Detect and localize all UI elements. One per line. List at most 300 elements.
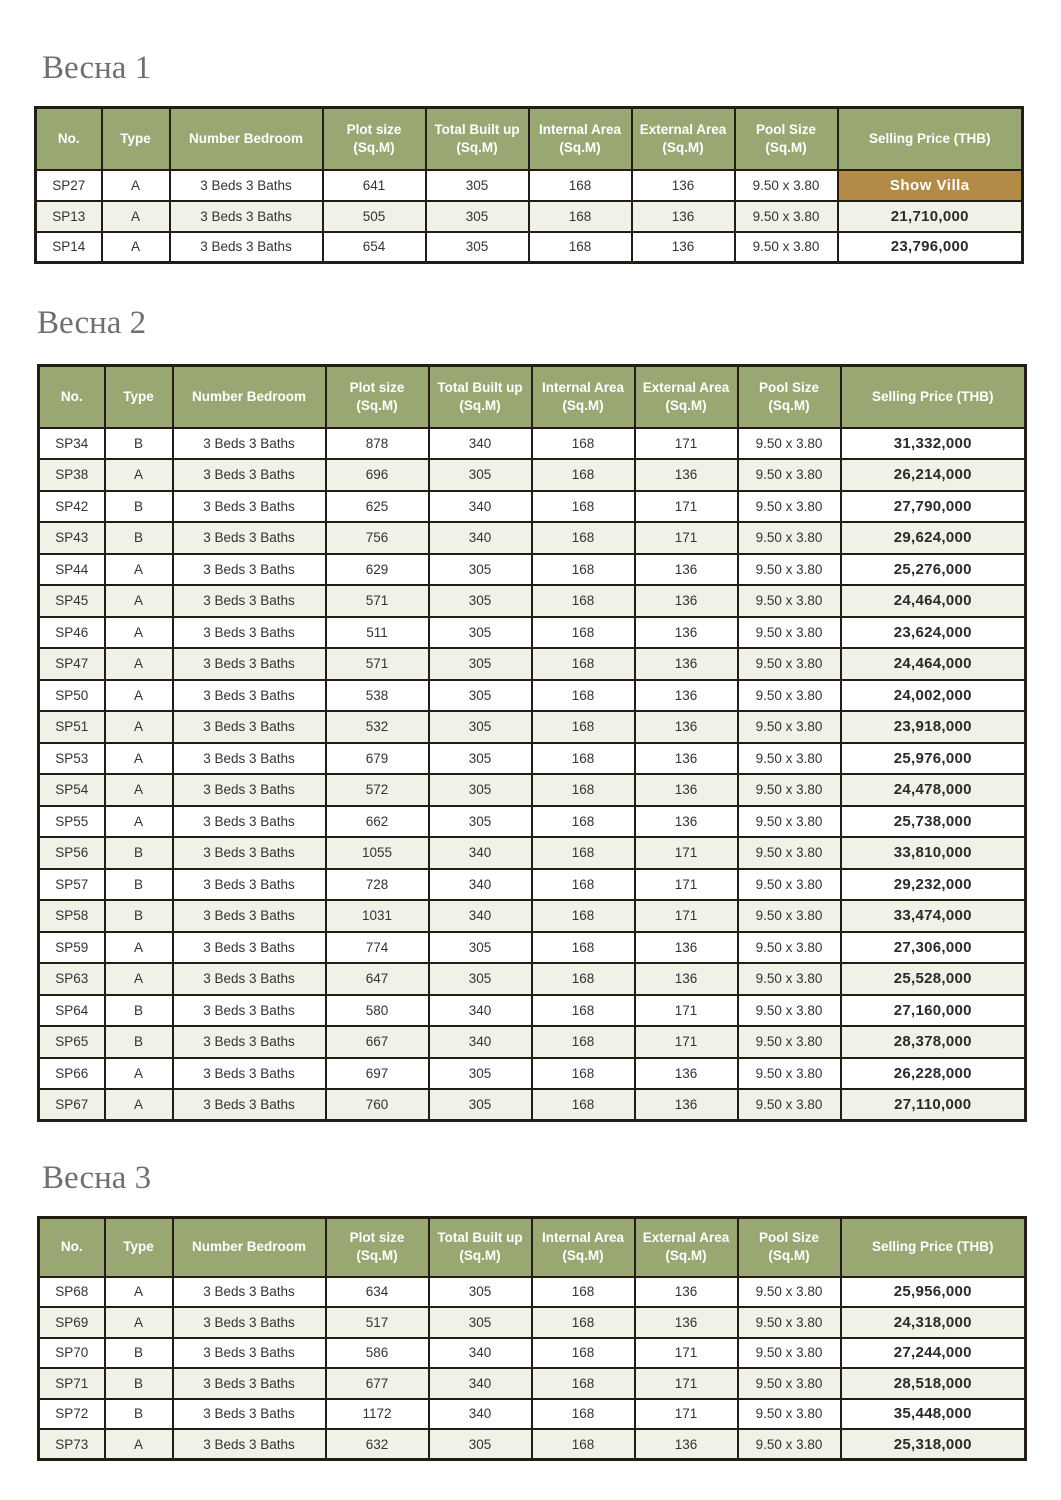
cell-no: SP46 (39, 617, 105, 649)
cell-no: SP47 (39, 648, 105, 680)
cell-total-built-up: 305 (429, 585, 532, 617)
cell-plot-size: 517 (326, 1307, 429, 1338)
cell-selling-price: 31,332,000 (841, 428, 1026, 460)
cell-no: SP59 (39, 932, 105, 964)
column-header-selling-price (841, 1218, 1026, 1277)
cell-plot-size: 511 (326, 617, 429, 649)
column-header-label: No. (57, 130, 80, 146)
header-row (39, 366, 1026, 428)
cell-type: A (105, 711, 173, 743)
table-row (36, 201, 1023, 232)
cell-type: B (105, 1368, 173, 1399)
cell-selling-price: 29,232,000 (841, 869, 1026, 901)
cell-internal-area: 168 (532, 869, 635, 901)
cell-plot-size: 586 (326, 1338, 429, 1369)
cell-selling-price: 26,228,000 (841, 1058, 1026, 1090)
cell-no: SP55 (39, 806, 105, 838)
column-header-total-built-up (429, 1218, 532, 1277)
cell-bedroom: 3 Beds 3 Baths (173, 585, 326, 617)
cell-plot-size: 629 (326, 554, 429, 586)
column-header-unit: (Sq.M) (459, 1248, 501, 1264)
cell-type: A (105, 680, 173, 712)
table-row (39, 1277, 1026, 1308)
cell-pool-size: 9.50 x 3.80 (738, 648, 841, 680)
cell-bedroom: 3 Beds 3 Baths (173, 428, 326, 460)
header-row (36, 108, 1023, 170)
cell-bedroom: 3 Beds 3 Baths (173, 932, 326, 964)
column-header-label: Internal Area (541, 379, 625, 395)
cell-no: SP50 (39, 680, 105, 712)
cell-total-built-up: 305 (429, 774, 532, 806)
cell-type: A (105, 963, 173, 995)
cell-plot-size: 878 (326, 428, 429, 460)
cell-no: SP42 (39, 491, 105, 523)
cell-bedroom: 3 Beds 3 Baths (173, 1277, 326, 1308)
cell-type: A (105, 932, 173, 964)
cell-plot-size: 532 (326, 711, 429, 743)
table-row (39, 585, 1026, 617)
price-table-phase-2 (37, 364, 1027, 1122)
column-header-unit: (Sq.M) (353, 139, 395, 155)
table-row (39, 711, 1026, 743)
cell-external-area: 136 (635, 1429, 738, 1460)
cell-pool-size: 9.50 x 3.80 (735, 232, 838, 263)
cell-external-area: 136 (635, 617, 738, 649)
cell-total-built-up: 340 (429, 522, 532, 554)
cell-bedroom: 3 Beds 3 Baths (173, 1368, 326, 1399)
cell-pool-size: 9.50 x 3.80 (735, 170, 838, 201)
cell-no: SP38 (39, 459, 105, 491)
cell-external-area: 171 (635, 1368, 738, 1399)
cell-bedroom: 3 Beds 3 Baths (173, 963, 326, 995)
column-header-unit: (Sq.M) (562, 1248, 604, 1264)
cell-total-built-up: 340 (429, 1368, 532, 1399)
column-header-type (102, 108, 170, 170)
cell-total-built-up: 305 (429, 932, 532, 964)
column-header-selling-price (841, 366, 1026, 428)
column-header-unit: (Sq.M) (456, 139, 498, 155)
cell-selling-price: 23,624,000 (841, 617, 1026, 649)
cell-total-built-up: 340 (429, 995, 532, 1027)
column-header-label: Pool Size (755, 121, 816, 137)
column-header-label: No. (60, 388, 83, 404)
cell-total-built-up: 305 (429, 554, 532, 586)
cell-type: A (105, 617, 173, 649)
cell-no: SP45 (39, 585, 105, 617)
cell-pool-size: 9.50 x 3.80 (738, 1338, 841, 1369)
cell-pool-size: 9.50 x 3.80 (738, 617, 841, 649)
cell-selling-price: 25,318,000 (841, 1429, 1026, 1460)
cell-bedroom: 3 Beds 3 Baths (173, 1338, 326, 1369)
table-row (39, 1338, 1026, 1369)
cell-selling-price: 33,474,000 (841, 900, 1026, 932)
cell-type: B (105, 522, 173, 554)
cell-total-built-up: 305 (429, 648, 532, 680)
cell-plot-size: 634 (326, 1277, 429, 1308)
cell-selling-price: 27,306,000 (841, 932, 1026, 964)
column-header-unit: (Sq.M) (459, 397, 501, 413)
cell-pool-size: 9.50 x 3.80 (738, 774, 841, 806)
cell-bedroom: 3 Beds 3 Baths (173, 1089, 326, 1121)
cell-bedroom: 3 Beds 3 Baths (173, 491, 326, 523)
column-header-internal-area (532, 1218, 635, 1277)
cell-bedroom: 3 Beds 3 Baths (170, 170, 323, 201)
cell-internal-area: 168 (532, 1429, 635, 1460)
cell-selling-price: 25,528,000 (841, 963, 1026, 995)
cell-type: A (105, 806, 173, 838)
column-header-pool-size (738, 366, 841, 428)
cell-bedroom: 3 Beds 3 Baths (173, 680, 326, 712)
cell-external-area: 136 (632, 201, 735, 232)
column-header-label: External Area (642, 1230, 730, 1246)
table-row (39, 1026, 1026, 1058)
cell-bedroom: 3 Beds 3 Baths (173, 617, 326, 649)
cell-bedroom: 3 Beds 3 Baths (173, 995, 326, 1027)
cell-type: A (105, 1429, 173, 1460)
cell-no: SP73 (39, 1429, 105, 1460)
table-row (39, 963, 1026, 995)
table-row (39, 837, 1026, 869)
cell-type: A (105, 648, 173, 680)
column-header-external-area (635, 366, 738, 428)
cell-external-area: 136 (635, 1277, 738, 1308)
cell-no: SP27 (36, 170, 102, 201)
cell-plot-size: 677 (326, 1368, 429, 1399)
cell-selling-price: 24,464,000 (841, 585, 1026, 617)
cell-pool-size: 9.50 x 3.80 (738, 428, 841, 460)
column-header-label: Total Built up (437, 379, 523, 395)
cell-selling-price: 27,244,000 (841, 1338, 1026, 1369)
cell-external-area: 171 (635, 522, 738, 554)
cell-no: SP68 (39, 1277, 105, 1308)
cell-bedroom: 3 Beds 3 Baths (173, 1429, 326, 1460)
cell-type: A (102, 201, 170, 232)
cell-no: SP67 (39, 1089, 105, 1121)
table-row (39, 1307, 1026, 1338)
cell-internal-area: 168 (532, 837, 635, 869)
table-row (39, 743, 1026, 775)
cell-pool-size: 9.50 x 3.80 (738, 869, 841, 901)
cell-internal-area: 168 (532, 617, 635, 649)
cell-selling-price: 27,790,000 (841, 491, 1026, 523)
column-header-no (39, 366, 105, 428)
cell-plot-size: 697 (326, 1058, 429, 1090)
cell-pool-size: 9.50 x 3.80 (738, 554, 841, 586)
cell-type: B (105, 869, 173, 901)
cell-total-built-up: 305 (429, 1429, 532, 1460)
cell-pool-size: 9.50 x 3.80 (738, 995, 841, 1027)
cell-selling-price: 24,478,000 (841, 774, 1026, 806)
cell-external-area: 136 (635, 806, 738, 838)
cell-selling-price: 27,110,000 (841, 1089, 1026, 1121)
column-header-label: Plot size (346, 121, 402, 137)
table-row (39, 869, 1026, 901)
cell-total-built-up: 305 (429, 1307, 532, 1338)
cell-external-area: 136 (632, 232, 735, 263)
cell-plot-size: 1031 (326, 900, 429, 932)
cell-plot-size: 1055 (326, 837, 429, 869)
column-header-label: Number Bedroom (188, 130, 303, 146)
table-row (39, 995, 1026, 1027)
cell-no: SP51 (39, 711, 105, 743)
cell-external-area: 136 (635, 743, 738, 775)
cell-internal-area: 168 (532, 459, 635, 491)
column-header-plot-size (326, 1218, 429, 1277)
column-header-unit: (Sq.M) (765, 139, 807, 155)
cell-plot-size: 1172 (326, 1399, 429, 1430)
cell-total-built-up: 340 (429, 491, 532, 523)
table-row (39, 554, 1026, 586)
cell-selling-price: 25,956,000 (841, 1277, 1026, 1308)
table-row (36, 232, 1023, 263)
cell-total-built-up: 340 (429, 869, 532, 901)
cell-type: B (105, 1338, 173, 1369)
table-row (39, 900, 1026, 932)
column-header-label: Selling Price (THB) (868, 130, 991, 146)
column-header-unit: (Sq.M) (665, 397, 707, 413)
cell-plot-size: 654 (323, 232, 426, 263)
column-header-label: Number Bedroom (191, 1239, 306, 1255)
cell-external-area: 136 (635, 585, 738, 617)
cell-selling-price: 23,796,000 (838, 232, 1023, 263)
cell-total-built-up: 305 (426, 170, 529, 201)
cell-pool-size: 9.50 x 3.80 (738, 837, 841, 869)
cell-internal-area: 168 (529, 201, 632, 232)
table-row (39, 1368, 1026, 1399)
cell-plot-size: 647 (326, 963, 429, 995)
column-header-label: Total Built up (434, 121, 520, 137)
cell-external-area: 171 (635, 995, 738, 1027)
cell-type: B (105, 995, 173, 1027)
cell-internal-area: 168 (532, 900, 635, 932)
cell-plot-size: 641 (323, 170, 426, 201)
cell-pool-size: 9.50 x 3.80 (738, 585, 841, 617)
cell-external-area: 136 (632, 170, 735, 201)
column-header-unit: (Sq.M) (768, 397, 810, 413)
cell-no: SP34 (39, 428, 105, 460)
cell-total-built-up: 340 (429, 1026, 532, 1058)
cell-selling-price: 28,518,000 (841, 1368, 1026, 1399)
cell-no: SP70 (39, 1338, 105, 1369)
cell-total-built-up: 305 (429, 1277, 532, 1308)
cell-external-area: 136 (635, 648, 738, 680)
cell-pool-size: 9.50 x 3.80 (738, 491, 841, 523)
column-header-external-area (632, 108, 735, 170)
table-row (36, 170, 1023, 201)
cell-internal-area: 168 (532, 1277, 635, 1308)
cell-internal-area: 168 (532, 1338, 635, 1369)
cell-plot-size: 571 (326, 648, 429, 680)
cell-total-built-up: 305 (429, 963, 532, 995)
cell-type: B (105, 900, 173, 932)
show-villa-badge: Show Villa (838, 170, 1023, 201)
cell-selling-price: 25,738,000 (841, 806, 1026, 838)
cell-internal-area: 168 (532, 648, 635, 680)
cell-type: A (102, 170, 170, 201)
cell-internal-area: 168 (529, 170, 632, 201)
cell-type: A (105, 1277, 173, 1308)
cell-external-area: 171 (635, 900, 738, 932)
cell-no: SP54 (39, 774, 105, 806)
column-header-label: Number Bedroom (191, 388, 306, 404)
cell-no: SP72 (39, 1399, 105, 1430)
cell-bedroom: 3 Beds 3 Baths (173, 1058, 326, 1090)
cell-bedroom: 3 Beds 3 Baths (173, 648, 326, 680)
table-row (39, 1089, 1026, 1121)
table-row (39, 648, 1026, 680)
cell-total-built-up: 340 (429, 1399, 532, 1430)
cell-type: B (105, 491, 173, 523)
cell-plot-size: 632 (326, 1429, 429, 1460)
cell-type: A (105, 774, 173, 806)
cell-plot-size: 760 (326, 1089, 429, 1121)
cell-internal-area: 168 (532, 1089, 635, 1121)
cell-type: A (105, 1089, 173, 1121)
column-header-label: Internal Area (541, 1230, 625, 1246)
column-header-plot-size (326, 366, 429, 428)
header-row (39, 1218, 1026, 1277)
cell-bedroom: 3 Beds 3 Baths (173, 711, 326, 743)
table-row (39, 617, 1026, 649)
section-title-phase-3: Весна 3 (42, 1160, 152, 1196)
cell-pool-size: 9.50 x 3.80 (738, 1307, 841, 1338)
cell-external-area: 136 (635, 963, 738, 995)
cell-type: B (105, 837, 173, 869)
cell-selling-price: 26,214,000 (841, 459, 1026, 491)
cell-plot-size: 756 (326, 522, 429, 554)
cell-internal-area: 168 (532, 806, 635, 838)
column-header-external-area (635, 1218, 738, 1277)
cell-type: A (105, 743, 173, 775)
cell-selling-price: 24,318,000 (841, 1307, 1026, 1338)
cell-external-area: 171 (635, 869, 738, 901)
cell-pool-size: 9.50 x 3.80 (738, 806, 841, 838)
cell-selling-price: 24,464,000 (841, 648, 1026, 680)
cell-external-area: 136 (635, 554, 738, 586)
cell-pool-size: 9.50 x 3.80 (738, 932, 841, 964)
cell-bedroom: 3 Beds 3 Baths (173, 743, 326, 775)
column-header-pool-size (738, 1218, 841, 1277)
cell-total-built-up: 305 (426, 232, 529, 263)
cell-pool-size: 9.50 x 3.80 (738, 1399, 841, 1430)
column-header-label: Total Built up (437, 1230, 523, 1246)
column-header-unit: (Sq.M) (356, 397, 398, 413)
cell-plot-size: 679 (326, 743, 429, 775)
cell-plot-size: 505 (323, 201, 426, 232)
price-table-phase-3 (37, 1216, 1027, 1461)
cell-bedroom: 3 Beds 3 Baths (170, 232, 323, 263)
cell-external-area: 136 (635, 774, 738, 806)
cell-external-area: 136 (635, 459, 738, 491)
cell-internal-area: 168 (532, 522, 635, 554)
cell-type: A (105, 1307, 173, 1338)
column-header-bedroom (173, 366, 326, 428)
cell-external-area: 136 (635, 711, 738, 743)
cell-internal-area: 168 (532, 554, 635, 586)
cell-total-built-up: 305 (429, 459, 532, 491)
cell-total-built-up: 305 (429, 680, 532, 712)
cell-plot-size: 538 (326, 680, 429, 712)
cell-total-built-up: 305 (429, 806, 532, 838)
cell-selling-price: 33,810,000 (841, 837, 1026, 869)
cell-no: SP63 (39, 963, 105, 995)
column-header-no (36, 108, 102, 170)
cell-selling-price: 21,710,000 (838, 201, 1023, 232)
cell-no: SP14 (36, 232, 102, 263)
cell-no: SP43 (39, 522, 105, 554)
cell-internal-area: 168 (532, 774, 635, 806)
table-row (39, 1058, 1026, 1090)
cell-external-area: 136 (635, 932, 738, 964)
cell-internal-area: 168 (532, 680, 635, 712)
cell-internal-area: 168 (532, 963, 635, 995)
cell-no: SP58 (39, 900, 105, 932)
cell-internal-area: 168 (532, 995, 635, 1027)
cell-total-built-up: 340 (429, 900, 532, 932)
table-row (39, 522, 1026, 554)
column-header-internal-area (529, 108, 632, 170)
column-header-pool-size (735, 108, 838, 170)
price-table-phase-1 (34, 106, 1024, 264)
column-header-type (105, 1218, 173, 1277)
cell-internal-area: 168 (532, 1058, 635, 1090)
cell-type: A (105, 585, 173, 617)
cell-external-area: 171 (635, 1338, 738, 1369)
cell-no: SP69 (39, 1307, 105, 1338)
cell-internal-area: 168 (532, 711, 635, 743)
cell-bedroom: 3 Beds 3 Baths (173, 1399, 326, 1430)
cell-pool-size: 9.50 x 3.80 (738, 680, 841, 712)
table-row (39, 491, 1026, 523)
cell-external-area: 136 (635, 680, 738, 712)
cell-type: B (105, 1399, 173, 1430)
column-header-label: Type (120, 130, 151, 146)
cell-internal-area: 168 (532, 932, 635, 964)
column-header-total-built-up (426, 108, 529, 170)
cell-external-area: 171 (635, 837, 738, 869)
column-header-label: Internal Area (538, 121, 622, 137)
column-header-no (39, 1218, 105, 1277)
cell-type: B (105, 428, 173, 460)
column-header-label: Plot size (349, 1230, 405, 1246)
cell-external-area: 171 (635, 1399, 738, 1430)
cell-total-built-up: 305 (429, 711, 532, 743)
column-header-label: External Area (639, 121, 727, 137)
table-row (39, 774, 1026, 806)
cell-pool-size: 9.50 x 3.80 (738, 522, 841, 554)
cell-selling-price: 23,918,000 (841, 711, 1026, 743)
cell-bedroom: 3 Beds 3 Baths (173, 1026, 326, 1058)
column-header-bedroom (170, 108, 323, 170)
cell-internal-area: 168 (532, 1368, 635, 1399)
column-header-selling-price (838, 108, 1023, 170)
cell-no: SP57 (39, 869, 105, 901)
column-header-total-built-up (429, 366, 532, 428)
column-header-internal-area (532, 366, 635, 428)
column-header-label: Type (123, 388, 154, 404)
cell-plot-size: 572 (326, 774, 429, 806)
cell-selling-price: 25,976,000 (841, 743, 1026, 775)
cell-total-built-up: 305 (429, 617, 532, 649)
cell-no: SP65 (39, 1026, 105, 1058)
cell-pool-size: 9.50 x 3.80 (738, 1058, 841, 1090)
cell-pool-size: 9.50 x 3.80 (738, 1368, 841, 1399)
cell-pool-size: 9.50 x 3.80 (738, 743, 841, 775)
column-header-unit: (Sq.M) (662, 139, 704, 155)
cell-plot-size: 662 (326, 806, 429, 838)
cell-selling-price: 24,002,000 (841, 680, 1026, 712)
table-row (39, 680, 1026, 712)
